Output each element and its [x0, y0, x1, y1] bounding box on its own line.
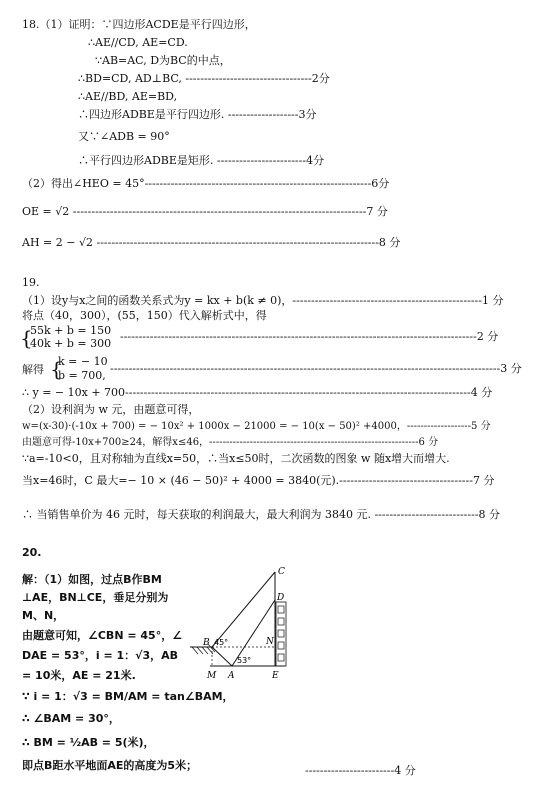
- q19-line: 将点（40，300），(55，150）代入解析式中，得: [22, 309, 267, 322]
- brace-icon: {: [20, 326, 33, 350]
- equation: b = 700,: [58, 369, 106, 382]
- q20-line: 解：（1）如图，过点B作BM: [22, 573, 162, 586]
- equation: k = − 10: [58, 355, 108, 368]
- q18-oe: OE = √2 -------------------------------------------------------------------------------7 分: [22, 205, 388, 218]
- q20-line: ∴ BM = ½AB = 5(米)，: [22, 736, 155, 749]
- q19-line: ∴ y = − 10x + 700---------------------------------------------------------------------------------------------4 分: [22, 386, 493, 399]
- score-line: ------------------------4 分: [305, 764, 416, 777]
- q20-line: ∵ i = 1：√3 = BM/AM = tan∠BAM，: [22, 690, 234, 703]
- q20-line: ∴ ∠BAM = 30°，: [22, 712, 120, 725]
- equation: 55k + b = 150: [30, 324, 112, 337]
- q20-line: = 10米，AE = 21米.: [22, 669, 136, 682]
- score-line: ------------------------------------------------------------------------------------------------2 分: [120, 330, 499, 343]
- q20-line: 由题意可知，∠CBN = 45°，∠: [22, 629, 183, 642]
- q19-line: 解得: [22, 363, 44, 376]
- q18-line: ∴AE//BD, AE=BD,: [78, 90, 178, 103]
- q20-line: M、N，: [22, 609, 65, 622]
- brace-icon: {: [50, 357, 63, 381]
- q19-line: （1）设y与x之间的函数关系式为y = kx + b(k ≠ 0)，---------------------------------------------------1 分: [22, 294, 504, 307]
- q20-title: 20.: [22, 546, 42, 559]
- label-n: N: [266, 637, 274, 647]
- equation: 40k + b = 300: [30, 337, 112, 350]
- q20-line: ⊥AE，BN⊥CE，垂足分别为: [22, 591, 169, 604]
- q18-title: 18.（1）证明：∵四边形ACDE是平行四边形，: [22, 18, 256, 31]
- angle-label: 45°: [214, 638, 229, 647]
- q20-line: 即点B距水平地面AE的高度为5米；: [22, 759, 198, 772]
- q18-line: ∵AB=AC, D为BC的中点，: [95, 54, 231, 67]
- label-m: M: [207, 671, 217, 681]
- q18-line: ∴AE//CD, AE=CD.: [88, 36, 188, 49]
- q19-line: 由题意可得-10x+700≥24，解得x≤46，--------------------------------------------------------------6 分: [22, 437, 439, 448]
- q18-ah: AH = 2 − √2 ----------------------------------------------------------------------------8 分: [22, 236, 401, 249]
- q19-line: 当x=46时，C 最大=− 10 × (46 − 50)² + 4000 = 3840(元).------------------------------------7 分: [22, 474, 495, 487]
- score-line: ---------------------------------------------------------------------------------------------------------3 分: [110, 362, 522, 375]
- q18-line: ∴平行四边形ADBE是矩形. ------------------------4分: [78, 154, 325, 167]
- q19-line: w=(x-30)·(-10x + 700) = − 10x² + 1000x − 21000 = − 10(x − 50)² +4000，-------------------5 分: [22, 421, 491, 432]
- geometry-figure: [190, 562, 320, 682]
- q19-line: （2）设利润为 w 元，由题意可得，: [22, 403, 200, 416]
- q18-part2: （2）得出∠HEO = 45°-------------------------------------------------------------6分: [22, 177, 390, 190]
- q19-line: ∵a=-10<0，且对称轴为直线x=50，∴当x≤50时，二次函数的图象 w 随x增大而增大.: [22, 452, 450, 465]
- q19-line: ∴ 当销售单价为 46 元时，每天获取的利润最大，最大利润为 3840 元. ----------------------------8 分: [22, 508, 501, 521]
- q18-line: ∴四边形ADBE是平行四边形. -------------------3分: [78, 108, 317, 121]
- label-d: D: [277, 593, 285, 603]
- label-c: C: [278, 567, 285, 577]
- label-a: A: [228, 671, 235, 681]
- angle-label: 53°: [237, 656, 252, 665]
- q20-line: DAE = 53°，i = 1：√3，AB: [22, 649, 179, 662]
- label-b: B: [203, 638, 210, 648]
- q18-line: ∴BD=CD, AD⊥BC, ----------------------------------2分: [78, 72, 330, 85]
- label-e: E: [272, 671, 279, 681]
- q18-line: 又∵∠ADB = 90°: [78, 130, 170, 143]
- q19-title: 19.: [22, 276, 40, 289]
